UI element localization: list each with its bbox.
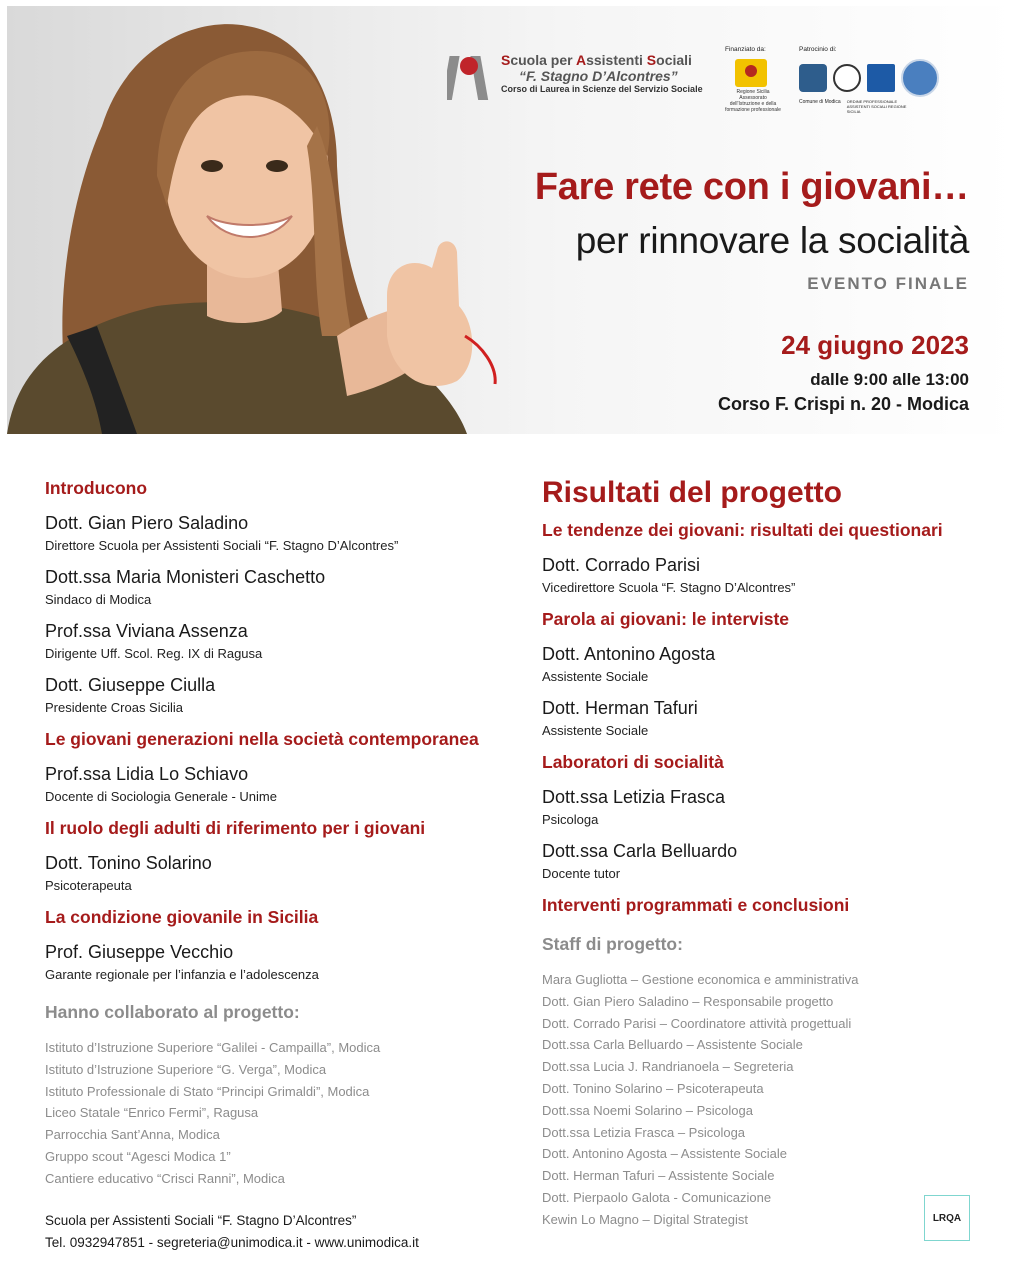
program-section	[45, 478, 505, 715]
program-section	[45, 729, 505, 804]
hero-banner	[7, 6, 1017, 434]
collab-item: Gruppo scout “Agesci Modica 1”	[45, 1148, 231, 1164]
staff-item: Dott.ssa Carla Belluardo – Assistente Sociale	[542, 1037, 803, 1053]
speaker-name: Dott. Corrado Parisi	[542, 555, 701, 575]
staff-item: Dott. Pierpaolo Galota - Comunicazione	[542, 1189, 772, 1205]
speaker-entry	[45, 621, 505, 661]
staff-item: Dott.ssa Noemi Solarino – Psicologa	[542, 1102, 753, 1118]
section-title: Il ruolo degli adulti di riferimento per i giovani	[45, 818, 426, 838]
hero-event-label: EVENTO FINALE	[807, 274, 969, 293]
program-section	[45, 907, 505, 982]
hero-date: 24 giugno 2023	[781, 330, 969, 360]
results-title: Risultati del progetto	[542, 476, 842, 509]
collab-title: Hanno collaborato al progetto:	[45, 1002, 300, 1022]
funded-by-block	[725, 46, 785, 113]
speaker-role: Garante regionale per l’infanzia e l’adolescenza	[45, 967, 319, 982]
logo-line-3: Corso di Laurea in Scienze del Servizio Sociale	[501, 84, 703, 95]
patronage-caption-1: Comune di Modica	[799, 99, 841, 105]
hero-title: Fare rete con i giovani…	[534, 166, 969, 208]
funded-by-caption: Regione Sicilia Assessorato dell'Istruzione e della formazione professionale	[725, 89, 781, 113]
footer-school-name: Scuola per Assistenti Sociali “F. Stagno D’Alcontres”	[45, 1213, 357, 1228]
section-title: Interventi programmati e conclusioni	[542, 895, 850, 915]
speaker-role: Direttore Scuola per Assistenti Sociali “F. Stagno D’Alcontres”	[45, 538, 399, 553]
staff-item: Dott. Antonino Agosta – Assistente Sociale	[542, 1146, 787, 1162]
school-logo	[447, 46, 707, 110]
speaker-role: Vicedirettore Scuola “F. Stagno D’Alcontres”	[542, 580, 796, 595]
speaker-entry	[45, 853, 505, 893]
school-logo-mark-icon	[447, 48, 497, 104]
section-title: La condizione giovanile in Sicilia	[45, 907, 319, 927]
staff-item: Dott. Herman Tafuri – Assistente Sociale	[542, 1168, 775, 1184]
speaker-entry	[45, 567, 505, 607]
speaker-role: Dirigente Uff. Scol. Reg. IX di Ragusa	[45, 646, 263, 661]
patronage-label: Patrocinio di:	[799, 46, 837, 53]
footer-contacts	[45, 1210, 419, 1254]
program-section	[542, 609, 982, 738]
collab-item: Istituto Professionale di Stato “Principi Grimaldi”, Modica	[45, 1083, 370, 1099]
speaker-role: Sindaco di Modica	[45, 592, 152, 607]
logo-line-1: Scuola per Assistenti Sociali	[501, 52, 692, 68]
lrqa-certification-badge: LRQA	[924, 1195, 970, 1241]
speaker-name: Prof.ssa Viviana Assenza	[45, 621, 248, 641]
collab-item: Istituto d’Istruzione Superiore “Galilei - Campailla”, Modica	[45, 1040, 381, 1055]
speaker-name: Dott. Tonino Solarino	[45, 853, 212, 873]
program-section	[542, 895, 982, 916]
speaker-entry	[45, 675, 505, 715]
hero-place: Corso F. Crispi n. 20 - Modica	[717, 394, 969, 414]
speaker-entry	[542, 698, 982, 738]
speaker-name: Dott. Herman Tafuri	[542, 698, 698, 718]
speaker-entry	[45, 942, 505, 982]
collab-item: Liceo Statale “Enrico Fermi”, Ragusa	[45, 1105, 259, 1121]
section-title: Le tendenze dei giovani: risultati dei questionari	[542, 520, 943, 540]
speaker-role: Psicologa	[542, 812, 599, 827]
staff-item: Dott. Tonino Solarino – Psicoterapeuta	[542, 1080, 764, 1096]
section-title: Parola ai giovani: le interviste	[542, 609, 790, 629]
speaker-role: Psicoterapeuta	[45, 878, 132, 893]
program-section	[45, 818, 505, 893]
program-section	[542, 752, 982, 881]
collab-item: Istituto d’Istruzione Superiore “G. Verga”, Modica	[45, 1061, 327, 1077]
logo-line-2: “F. Stagno D’Alcontres”	[519, 68, 678, 85]
speaker-entry	[45, 513, 505, 553]
staff-list	[542, 969, 982, 1231]
speaker-role: Presidente Croas Sicilia	[45, 700, 184, 715]
section-title: Le giovani generazioni nella società contemporanea	[45, 729, 479, 749]
footer-contact-line: Tel. 0932947851 - segreteria@unimodica.it - www.unimodica.it	[45, 1235, 419, 1250]
patronage-block	[799, 46, 979, 114]
speaker-name: Dott. Gian Piero Saladino	[45, 513, 249, 533]
speaker-role: Assistente Sociale	[542, 669, 649, 684]
speaker-name: Dott.ssa Maria Monisteri Caschetto	[45, 567, 326, 587]
staff-item: Dott. Gian Piero Saladino – Responsabile progetto	[542, 993, 834, 1009]
section-title: Laboratori di socialità	[542, 752, 724, 772]
program-right-column	[542, 476, 982, 1231]
hero-subtitle: per rinnovare la socialità	[575, 220, 969, 261]
funded-by-label: Finanziato da:	[725, 46, 766, 53]
hero-time: dalle 9:00 alle 13:00	[810, 370, 969, 389]
speaker-entry	[542, 787, 982, 827]
speaker-name: Prof.ssa Lidia Lo Schiavo	[45, 764, 249, 784]
comune-modica-crest-icon	[799, 64, 827, 92]
speaker-role: Docente di Sociologia Generale - Unime	[45, 789, 277, 804]
speaker-name: Dott. Antonino Agosta	[542, 644, 716, 664]
staff-item: Dott.ssa Lucia J. Randrianoela – Segreteria	[542, 1059, 794, 1075]
staff-item: Dott. Corrado Parisi – Coordinatore attività progettuali	[542, 1015, 852, 1031]
speaker-entry	[542, 841, 982, 881]
speaker-name: Dott.ssa Carla Belluardo	[542, 841, 738, 861]
speaker-role: Docente tutor	[542, 866, 621, 881]
staff-title: Staff di progetto:	[542, 934, 683, 954]
speaker-entry	[45, 764, 505, 804]
patronage-caption-2: ORDINE PROFESSIONALE ASSISTENTI SOCIALI REGIONE SICILIA	[846, 99, 907, 114]
speaker-name: Dott.ssa Letizia Frasca	[542, 787, 726, 807]
ordine-assistenti-sociali-icon	[867, 64, 895, 92]
program-left-column	[45, 478, 505, 1190]
program-section	[542, 520, 982, 595]
speaker-role: Assistente Sociale	[542, 723, 649, 738]
staff-item: Kewin Lo Magno – Digital Strategist	[542, 1211, 748, 1227]
speaker-entry	[542, 644, 982, 684]
staff-item: Dott.ssa Letizia Frasca – Psicologa	[542, 1124, 746, 1140]
collab-item: Parrocchia Sant’Anna, Modica	[45, 1127, 220, 1143]
staff-item: Mara Gugliotta – Gestione economica e amministrativa	[542, 972, 859, 987]
university-seal-icon	[901, 59, 939, 97]
section-title: Introducono	[45, 478, 148, 498]
collab-item: Cantiere educativo “Crisci Ranni”, Modica	[45, 1170, 285, 1186]
speaker-name: Prof. Giuseppe Vecchio	[45, 942, 234, 962]
regione-sicilia-logo-icon	[735, 59, 767, 87]
collab-list	[45, 1037, 505, 1190]
speaker-entry	[542, 555, 982, 595]
unesco-heritage-icon	[833, 64, 861, 92]
speaker-name: Dott. Giuseppe Ciulla	[45, 675, 216, 695]
